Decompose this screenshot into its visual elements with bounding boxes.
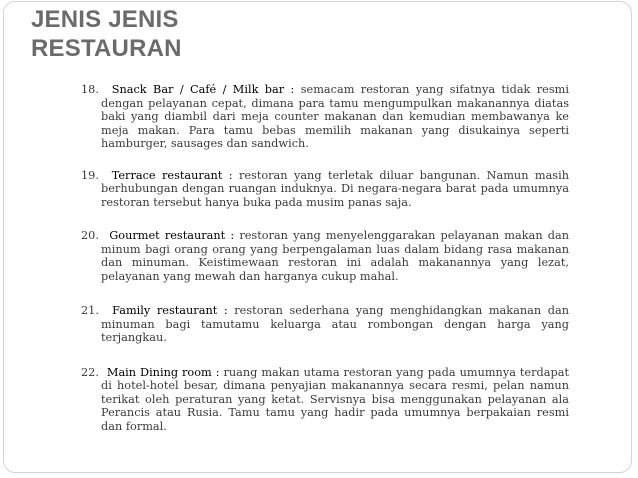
item-term: Terrace restaurant bbox=[111, 168, 223, 182]
item-number: 22. bbox=[81, 365, 99, 379]
item-description: restoran yang menyelenggarakan pelayanan makan dan minum bagi orang orang yang berpengalaman luas dalam bidang rasa makanan dan minuman. Keistimewaan restoran ini adalah makanannya yang lezat, pelayanan yang mewah dan harganya cukup mahal. bbox=[101, 229, 569, 283]
list-item-20 bbox=[81, 229, 569, 283]
list-item-18 bbox=[81, 83, 569, 151]
item-description: semacam restoran yang sifatnya tidak resmi dengan pelayanan cepat, dimana para tamu mengumpulkan makanannya diatas baki yang diambil dari meja counter makanan dan kemudian membawanya ke meja makan. Para tamu bebas memilih makanan yang disukainya seperti hamburger, sausages dan sandwich. bbox=[101, 83, 569, 150]
slide-title-line-1: JENIS JENIS bbox=[31, 6, 179, 33]
item-description: ruang makan utama restoran yang pada umumnya terdapat di hotel-hotel besar, dimana penyajian makanannya secara resmi, pelan namun terikat oleh peraturan yang ketat. Servisnya bisa menggunakan pelayanan ala Perancis atau Rusia. Tamu tamu yang hadir pada umumnya berpakaian resmi dan formal. bbox=[101, 365, 569, 433]
item-term: Gourmet restaurant bbox=[109, 229, 226, 242]
slide-title-line-2: RESTAURAN bbox=[31, 35, 182, 62]
item-term: Snack Bar / Café / Milk bar bbox=[111, 83, 285, 96]
list-item-22 bbox=[81, 366, 569, 434]
item-term: Main Dining room bbox=[106, 365, 212, 379]
item-number: 19. bbox=[81, 168, 99, 182]
item-separator: : bbox=[222, 168, 239, 182]
item-description: restoran sederhana yang menghidangkan makanan dan minuman bagi tamutamu keluarga atau rombongan dengan harga yang terjangkau. bbox=[101, 304, 569, 344]
item-number: 21. bbox=[81, 304, 99, 317]
slide-title bbox=[31, 5, 182, 63]
list-item-19 bbox=[81, 169, 569, 210]
item-separator: : bbox=[284, 83, 301, 96]
item-separator: : bbox=[211, 365, 224, 379]
item-number: 18. bbox=[81, 83, 99, 96]
item-number: 20. bbox=[81, 229, 99, 242]
item-separator: : bbox=[225, 229, 240, 242]
item-term: Family restaurant bbox=[112, 304, 218, 317]
item-description: restoran yang terletak diluar bangunan. Namun masih berhubungan dengan ruangan induknya. Di negara-negara barat pada umumnya restoran tersebut hanya buka pada musim panas saja. bbox=[101, 168, 569, 209]
item-separator: : bbox=[217, 304, 235, 317]
list-item-21 bbox=[81, 304, 569, 345]
restaurant-type-list bbox=[81, 83, 569, 433]
